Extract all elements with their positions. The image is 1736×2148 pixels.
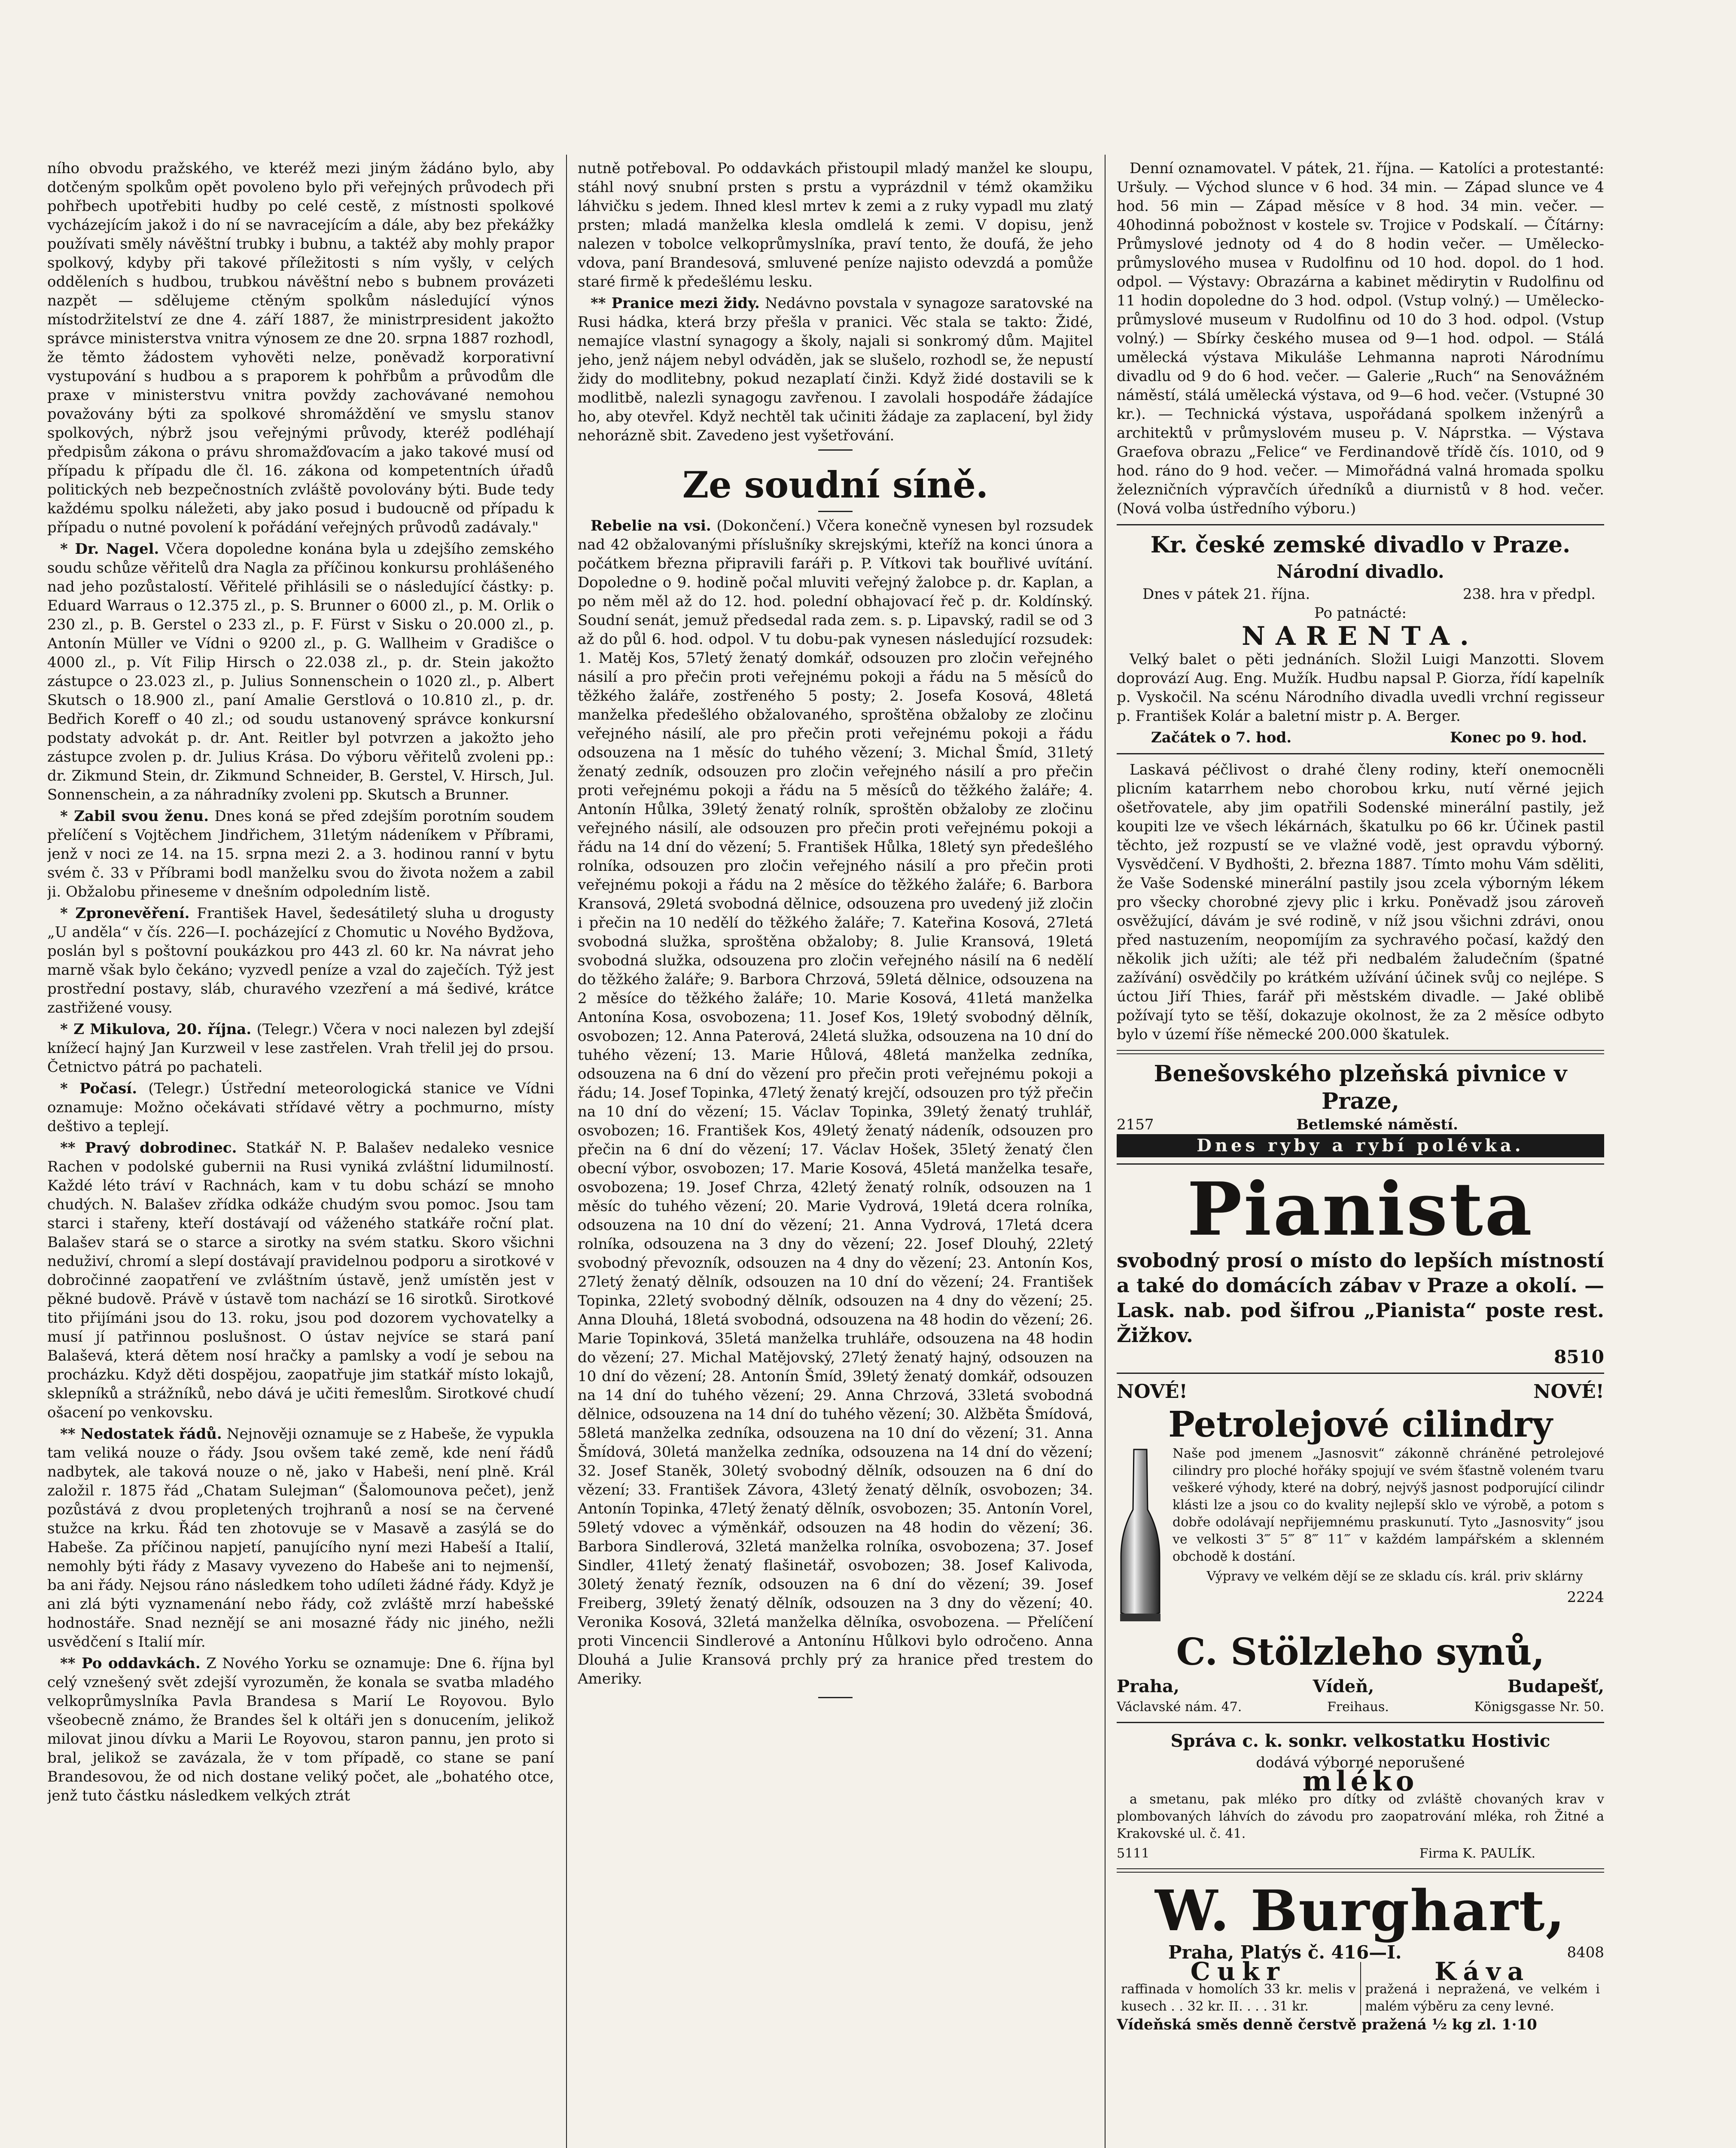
column-rule xyxy=(566,155,567,2148)
milk-label: mléko xyxy=(1302,1765,1419,1797)
column-2 xyxy=(578,159,1093,2148)
pivnice-ad xyxy=(1117,1060,1604,1157)
article-oddavky: ** Po oddavkách. Z Nového Yorku se oznamuje: Dne 6. října byl celý vznešený svět zdejší vyrozuměn, že konala se svatba mladého velkoprůmyslníka Pavla Brandesa s Marií Le Royovou. Bylo všeobecně známo, že Brandes šel k oltáři jen s donucením, jelikož milovat jinou dívku a Marii Le Royovou, staron pannu, jen proto si bral, jelikož se zavázala, že v tom případě, co stane se paní Brandesovou, že od nich dostane veliký počet, ale „bohatého otce, jenž tuto částku následkem velkých ztrát xyxy=(47,1655,554,1804)
divider xyxy=(1117,1373,1604,1374)
article-zabil: * Zabil svou ženu. Dnes koná se před zdejším porotním soudem přelíčení s Vojtěchem Jindřichem, 31letým nádeníkem v Příbrami, jenž v noci ze 14. na 15. srpna mezi 2. a 3. hodinou ranní v bytu svém č. 33 v Příbrami bodl manželku svou do života nožem a zabil ji. Obžalobu přineseme v dnešním odpoledním listě. xyxy=(47,808,554,900)
city-budapest: Budapešť, xyxy=(1507,1676,1604,1696)
pianista-ad xyxy=(1117,1166,1604,1367)
hostivic-number: 5111 xyxy=(1117,1846,1150,1861)
divider xyxy=(1117,524,1604,525)
lamp-cylinder-illustration xyxy=(1117,1445,1164,1626)
hostivic-firm: Firma K. PAULÍK. xyxy=(1419,1846,1535,1861)
petrol-text: Naše pod jmenem „Jasnosvit“ zákonně chráněné petrolejové cilindry pro ploché hořáky spojují ve svém šťastně voleném tvaru veškeré výhody, které na dobrý, nejvýš jasnost podporující cilindr klásti lze a jsou co do kvality nejlepší sklo ve výrobě, a potom s dobře odolávají nepřijemnému praskunutí. Tyto „Jasnosvity“ jsou ve velkosti 3‴ 5‴ 8‴ 11‴ v každém lampářském a sklenném obchodě k dostání. xyxy=(1173,1446,1604,1564)
article-title: ** Pranice mezi židy. xyxy=(591,295,760,312)
petrol-title: Petrolejové cilindry xyxy=(1168,1404,1553,1445)
petrol-cylinder-ad xyxy=(1117,1380,1604,1716)
column-3 xyxy=(1117,159,1604,2148)
hostivic-milk-ad xyxy=(1117,1729,1604,1862)
article-title: Rebelie na vsi. xyxy=(591,517,711,534)
theatre-title: Kr. české zemské divadlo v Praze. xyxy=(1150,532,1571,558)
new-label: NOVÉ! xyxy=(1533,1381,1604,1403)
article-title: ** Nedostatek řádů. xyxy=(60,1425,222,1443)
article-title: * Zabil svou ženu. xyxy=(60,808,209,825)
article-nagel: * Dr. Nagel. Včera dopoledne konána byla u zdejšího zemského soudu schůze věřitelů dra Nagla za příčinou konkursu prohlášeného nad jeho pozůstalostí. Věřitelé přihlásili se o následující částky: p. Eduard Warraus o 12.375 zl., p. S. Brunner o 6000 zl., p. M. Orlik o 230 zl., p. B. Gerstel o 233 zl., p. F. Fürst v Sisku o 20.000 zl., p. Antonín Müller ve Vídni o 9200 zl., p. G. Wallheim v Gradišce o 4000 zl., p. Vít Filip Hirsch o 22.038 zl., p. dr. Stein jakožto zástupce o 23.023 zl., p. Julius Sonnenschein o 1020 zl., p. Albert Skutsch o 18.900 zl., paní Amalie Gerstlová o 10.810 zl., p. dr. Bedřich Koreff o 40 zl.; od soudu ustanovený správce konkursní podstaty advokát p. dr. Ant. Reitler byl potvrzen a jakožto jeho zástupce zvolen p. dr. Julius Krása. Do výboru věřitelů zvoleni pp.: dr. Zikmund Stein, dr. Zikmund Schneider, B. Gerstel, V. Hirsch, Jul. Sonnenschein, a za náhradníky zvoleni pp. Skutsch a Brunner. xyxy=(47,540,554,803)
theatre-ad xyxy=(1117,531,1604,747)
divider xyxy=(1117,1722,1604,1723)
petrol-text-2: Výpravy ve velkém dějí se ze skladu cís. král. priv sklárny xyxy=(1206,1569,1583,1584)
pivnice-title: Benešovského plzeňská pivnice v Praze, xyxy=(1154,1061,1567,1114)
burghart-address: Praha, Platýs č. 416—I. xyxy=(1168,1942,1402,1963)
daily-announcer: Denní oznamovatel. V pátek, 21. října. — Katolíci a protestanté: Uršuly. — Východ slunce v 6 hod. 34 min. — Západ slunce ve 4 hod. 56 min — Západ měsíce v 8 hod. 34 min. večer. — 40hodinná pobožnost v kostele sv. Trojice v Podskalí. — Čítárny: Průmyslové jednoty od 4 do 8 hodin večer. — Umělecko-průmyslového musea v Rudolfinu od 10 hod. dopol. do 1 hod. odpol. — Výstavy: Obrazárna a kabinet mědirytin v Rudolfinu od 11 hodin dopoledne do 3 hod. odpol. (Vstup volný.) — Umělecko-průmyslové museum v Rudolfinu od 10 do 3 hod. odpol. (Vstup volný.) — Sbírky českého musea od 9—1 hod. odpol. — Stálá umělecká výstava Mikuláše Lehmanna naproti Národnímu divadlu od 9 do 6 hod. večer. — Galerie „Ruch“ na Senovážném náměstí, stálá umělecká výstava, od 9—6 hod. večer. (Vstupné 30 kr.). — Technická výstava, uspořádaná spolkem inženýrů a architektů v průmyslovém museu p. V. Náprstka. — Výstava Graefova obrazu „Felice“ ve Ferdinandově třídě čís. 1010, od 9 hod. ráno do 9 hod. večer. — Mimořádná valná hromada spolku železničních výpravčích úředníků a diurnistů v 8 hod. večer. (Nová volba ústředního výboru.) xyxy=(1117,160,1604,517)
city-vienna: Vídeň, xyxy=(1313,1676,1374,1696)
address-budapest: Königsgasse Nr. 50. xyxy=(1474,1699,1604,1715)
hostivic-subtitle: dodává výborné neporušené xyxy=(1256,1754,1465,1771)
sugar-label: Cukr xyxy=(1190,1957,1286,1986)
coffee-label: Káva xyxy=(1434,1957,1531,1986)
divider xyxy=(818,511,853,512)
hostivic-text: a smetanu, pak mléko pro dítky od zvláště chovaných krav v plombovaných láhvích do závodu pro zaopatrování mléka, roh Žitné a Krakovské ul. č. 41. xyxy=(1117,1792,1604,1841)
vienna-blend: Vídeňská směs denně čerstvě pražená ½ kg zl. 1·10 xyxy=(1117,2016,1537,2033)
article-pocasi: * Počasí. (Telegr.) Ústřední meteorologická stanice ve Vídni oznamuje: Možno očekávati střídavé větry a pochmurno, místy deštivo a teplejí. xyxy=(47,1080,554,1135)
pivnice-address: Betlemské náměstí. xyxy=(1296,1116,1458,1133)
column-rule xyxy=(1105,155,1106,2148)
sugar-prices: raffinada v homolích 33 kr. melis v kusech . . 32 kr. II. . . . 31 kr. xyxy=(1121,1982,1356,2014)
theatre-end: Konec po 9. hod. xyxy=(1450,729,1587,746)
article-continuation: nutně potřeboval. Po oddavkách přistoupil mladý manžel ke sloupu, stáhl nový snubní prsten s prstu a vyprázdnil v témž okamžiku láhvičku s jedem. Ihned klesl mrtev k zemi a z ruky vypadl mu zlatý prsten; mladá manželka klesla omdlelá k zemi. V dopisu, jenž nalezen v tobolce velkoprůmyslníka, praví tento, že doufá, že jeho vdova, paní Brandesová, smluvené peníze najisto odevzdá a pomůže staré firmě k předešlému lesku. xyxy=(578,160,1093,290)
hostivic-title: Správa c. k. sonkr. velkostatku Hostivic xyxy=(1170,1731,1550,1751)
article-zidy: ** Pranice mezi židy. Nedávno povstala v synagoze saratovské na Rusi hádka, která brzy přešla v pranici. Věc stala se takto: Židé, nemajíce vlastní synagogy a školy, najali si sonkromý dům. Majitel jeho, jenž nájem nebyl odváděn, jak se slušelo, rozhodl se, že nepustí židy do modlitebny, pokud nezaplatí činži. Když židé dostavili se k modlitbě, nalezli synagogu zavřenou. I zavolali hospodáře žádajíce ho, aby otevřel. Když nechtěl tak učiniti žádaje za zaplacení, byl židy nehorázně sbit. Zavedeno jest vyšetřování. xyxy=(578,295,1093,444)
article-nedostatek: ** Nedostatek řádů. Nejnověji oznamuje se z Habeše, že vypukla tam veliká nouze o řády. Jsou ovšem také země, kde není řádů nadbytek, ale taková nouze o ně, jako v Habeši, není plně. Král založil r. 1875 řád „Chatam Sulejman“ (Šalomounova pečet), jenž pozůstává z dvou propletených trojhranů a nosí se na červené stužce na krku. Řád ten zhotovuje se v Masavě a zasýlá se do Habeše. Za příčinou napjetí, panujícího nyní mezi Habeší a Italií, nemohly býti řády z Masavy vyvezeno do Habeše ani to nejmenší, ba ani řády. Nejsou ráno následkem toho udíleti žádné řády. Když je ani zlá býti vyznamenání nebo řády, což zvláště mrzí habešské hodnostáře. Snad neznějí se ani mosazné řády nic jiného, nežli usvědčení s Italií mír. xyxy=(47,1425,554,1651)
soden-pastilles-ad: Laskavá péčlivost o drahé členy rodiny, kteří onemocněli plicním katarrhem nebo chorobou krku, nutí věrné jejich ošetřovatele, aby jim opatřili Sodenské minerální pastily, jež koupiti lze ve všech lékárnách, škatulku po 66 kr. Účinek pastil těchto, jež rozpustí se ve vlažné vodě, jest opravdu výborný. Vysvědčení. V Bydhošti, 2. března 1887. Tímto mohu Vám sděliti, že Vaše Sodenské minerální pastily jsou zcela výborným lékem pro všecky chorobné zjevy plic i krku. Poněvadž jsou zároveň osvěžující, dávám je své rodině, v níž jsou všichni zdrávi, onou před nastuzením, neopomíjím za sychravého počasí, každý den několik jich užíti; ale též při nedbalém žaludečním (špatné zažívání) osvědčily po krátkém užívání účinek svůj co nejlépe. S úctou Jiří Thies, farář při městském divadle. — Jaké oblibě požívají tyto se těší, dokazuje okolnost, že za 2 měsíce odbyto bylo v území říše německé 200.000 škatulek. xyxy=(1117,761,1604,1043)
theatre-date: Dnes v pátek 21. října. xyxy=(1142,586,1310,603)
theatre-play-title: NARENTA. xyxy=(1242,621,1479,651)
city-prague: Praha, xyxy=(1117,1676,1179,1696)
divider xyxy=(1117,753,1604,754)
article-title: * Dr. Nagel. xyxy=(60,540,159,558)
article-continuation: ního obvodu pražského, ve kteréž mezi jiným žádáno bylo, aby dotčeným spolkům opět povoleno bylo při veřejných průvodech při pohřbech upotřebiti hudby po celé cestě, z místnosti spolkové vycházejícím jakož i do ní se navracejícím a dále, aby bez překážky používati směly návěštní trubky i bubnu, a taktéž aby mohly prapor spolkový, kdyby při takové příležitosti s ním vyšly, v celých odděleních s hudbou, trubkou návěštní nebo s bubnem provázeti nazpět — sdělujeme ctěným spolkům následující výnos místodržitelství ze dne 4. září 1887, že ministrpresident jakožto správce ministerstva vnitra výnosem ze dne 20. srpna 1887 rozhodl, že těmto žádostem vyhověti nelze, poněvadž korporativní vystupování s hudbou a s praporem k pohřbům a průvodům dle praxe v ministerstvu vnitra povždy zachovávané nemohou považovány býti za spolkové shromáždění ve smyslu stanov spolkových, nýbrž jsou veřejnými průvody, kteréž podléhají předpisům zákona o právu shromažďovacím a jako takové musí od případu k případu dle čl. 16. zákona od kompetentních úřadů politických neb bezpečnostních zvláště povolovány býti. Bude tedy každému spolku náležeti, aby jako posud i budoucně od případu k případu o nutné povolení k pořádání veřejných průvodů zadávaly." xyxy=(47,160,554,536)
divider xyxy=(1117,1050,1604,1054)
theatre-subtitle: Národní divadlo. xyxy=(1276,561,1444,582)
article-title: * Zpronevěření. xyxy=(60,905,190,922)
theatre-performance-no: 238. hra v předpl. xyxy=(1462,586,1596,603)
article-title: ** Po oddavkách. xyxy=(60,1655,201,1672)
theatre-description: Velký balet o pěti jednáních. Složil Luigi Manzotti. Slovem doprovází Aug. Eng. Mužík. Hudbu napsal P. Giorza, řídí kapelník p. Vyskočil. Na scénu Národního divadla uvedli vrchní regisseur p. František Kolár a baletní mistr p. A. Berger. xyxy=(1117,651,1604,725)
pivnice-number: 2157 xyxy=(1117,1116,1154,1133)
burghart-ad xyxy=(1117,1879,1604,2034)
section-heading: Ze soudní síně. xyxy=(682,464,989,506)
article-dobrodinec: ** Pravý dobrodinec. Statkář N. P. Balašev nedaleko vesnice Rachen v podolské gubernii na Rusi vyniká zvláštní lidumilností. Každé léto tráví v Rachnách, kam v tu dobu schází se mnoho chudých. N. Balašev zřídka odkáže chudým svou pomoc. Jsou tam starci i stařeny, kteří dostávají od váženého statkáře roční plat. Balašev stará se o starce a sirotky na svém statku. Skoro všichni neduživí, chromí a slepí dostávají pravidelnou podporu a sirotkové v dobročinné zaopatření ve zvláštním ústavě, jenž umístěn jest v pěkné budově. Právě v ústavě tom nachází se 16 sirotků. Sirotkové tito přijímáni jsou do 13. roku, jsou pod dozorem vychovatelky a musí jí patřinnou poslušnost. O ústav nejvíce se stará paní Balaševá, která dětem nosí hračky a pamlsky a vodí je sebou na procházku. Když děti dospějou, zaopatřuje jim statkář místo lokajů, sklepníků a strážníků, nebo dává je učiti řemeslům. Sirotkové chudí ošacení po venkovsku. xyxy=(47,1139,554,1421)
pivnice-fish-banner: Dnes ryby a rybí polévka. xyxy=(1117,1134,1604,1157)
article-title: * Počasí. xyxy=(60,1080,137,1097)
address-prague: Václavské nám. 47. xyxy=(1117,1699,1242,1715)
stolzle-title: C. Stölzleho synů, xyxy=(1176,1630,1545,1674)
theatre-count: Po patnácté: xyxy=(1314,604,1407,622)
article-title: * Z Mikulova, 20. října. xyxy=(60,1021,252,1038)
burghart-title: W. Burghart, xyxy=(1155,1878,1566,1944)
pianista-title: Pianista xyxy=(1187,1166,1534,1252)
article-zpronevereni: * Zpronevěření. František Havel, šedesátiletý sluha u drogusty „U anděla“ v čís. 226—I. pocházející z Chomutic u Nového Bydžova, poslán byl s poštovní poukázkou pro 443 zl. 60 kr. Na návrat jeho marně však bylo čekáno; vyzvedl peníze a vzal do zaječích. Týž jest prostřední postavy, sláb, churavého vzezření a má šedivé, krátce zastřižené vousy. xyxy=(47,905,554,1016)
pianista-number: 8510 xyxy=(1554,1346,1604,1367)
column-1 xyxy=(47,159,554,2148)
article-mikulov: * Z Mikulova, 20. října. (Telegr.) Včera v noci nalezen byl zdejší knížecí hajný Jan Kurzweil v lese zastřelen. Vrah třelil jej do prsou. Četnictvo pátrá po pachateli. xyxy=(47,1021,554,1076)
divider xyxy=(818,449,853,451)
pianista-text: svobodný prosí o místo do lepších místností a také do domácích zábav v Praze a okolí. — Lask. nab. pod šifrou „Pianista“ poste rest. Žižkov. xyxy=(1117,1249,1604,1347)
article-title: ** Pravý dobrodinec. xyxy=(60,1139,237,1156)
divider xyxy=(818,1697,853,1698)
address-vienna: Freihaus. xyxy=(1327,1699,1389,1715)
theatre-start: Začátek o 7. hod. xyxy=(1151,729,1292,746)
divider xyxy=(1117,1163,1604,1165)
article-rebelie: Rebelie na vsi. (Dokončení.) Včera konečně vynesen byl rozsudek nad 42 obžalovanými příslušníky skrejskými, kteříž na konci února a počátkem března připravili faráři p. P. Vítkovi tak bouřlivé uvítání. Dopoledne o 9. hodině počal mluviti veřejný žalobce p. dr. Kaplan, a po něm měl až do 12. hod. polední obhajovací řeč p. dr. Koldínský. Soudní senát, jemuž předsedal rada zem. s. p. Lipavský, radil se od 3 až do půl 6. hod. odpol. V tu dobu-pak vynesen následující rozsudek: 1. Matěj Kos, 57letý ženatý domkář, odsouzen pro zločin veřejného násilí a pro přečin proti veřejnému pokoji a řádu na 5 měsíců do těžkého žaláře, zostřeného 5 posty; 2. Josefa Kosová, 48letá manželka předešlého obžalovaného, sproštěna obžaloby ze zločinu veřejného násilí, ale pro přečin proti veřejnému pokoji a řádu odsouzena na 1 měsíc do tuhého vězení; 3. Michal Šmíd, 31letý ženatý zedník, odsouzen pro zločin veřejného násilí a pro přečin proti veřejnému pokoji a řádu na 5 měsíců do těžkého žaláře; 4. Antonín Hůlka, 39letý ženatý rolník, sproštěn obžaloby ze zločinu veřejného násilí, ale odsouzen pro přečin proti veřejnému pokoji a řádu na 14 dní do vězení; 5. František Hůlka, 18letý syn předešlého rolníka, odsouzen pro zločin veřejného násilí a pro přečin proti veřejnému pokoji a řádu na 2 měsíce do těžkého žaláře; 6. Barbora Kransová, 29letá svobodná dělnice, odsouzena pro uvedený již zločin i přečin na 10 nedělí do těžkého žaláře; 7. Kateřina Kosová, 27letá svobodná služka, sproštěna obžaloby; 8. Julie Kransová, 19letá svobodná služka, odsouzena pro zločin veřejného násilí na 6 nedělí do těžkého žaláře; 9. Barbora Chrzová, 59letá dělnice, odsouzena na 2 měsíce do těžkého žaláře; 10. Marie Kosová, 41letá manželka Antonína Kosa, osvobozena; 11. Josef Kos, 19letý svobodný dělník, osvobozen; 12. Anna Paterová, 24letá služka, odsouzena na 10 dní do tuhého vězení; 13. Marie Hůlová, 48letá manželka zedníka, odsouzena na 6 dní do vězení pro přečin proti veřejnému pokoji a řádu; 14. Josef Topinka, 47letý ženatý krejčí, odsouzen pro týž přečin na 10 dní do vězení; 15. Václav Topinka, 39letý ženatý truhlář, osvobozen; 16. František Kos, 49letý ženatý nádeník, odsouzen pro přečin na 6 dní do vězení; 17. Václav Hošek, 35letý ženatý člen obecní výbor, osvobozen; 17. Marie Kosová, 45letá manželka tesaře, osvobozena; 19. Josef Chrza, 42letý ženatý rolník, odsouzen na 1 měsíc do tuhého vězení; 20. Marie Vydrová, 19letá dcera rolníka, odsouzena na 10 dní do vězení; 21. Anna Vydrová, 17letá dcera rolníka, odsouzena na 3 dny do vězení; 22. Josef Dlouhý, 22letý svobodný převozník, odsouzen na 4 dny do vězení; 23. Antonín Kos, 27letý ženatý dělník, odsouzen na 10 dní do vězení; 24. František Topinka, 22letý svobodný dělník, odsouzen na 4 dny do vězení; 25. Anna Dlouhá, 18letá svobodná, odsouzena na 48 hodin do vězení; 26. Marie Topinková, 35letá manželka truhláře, odsouzena na 48 hodin do vězení; 27. Michal Matějovský, 27letý ženatý hajný, odsouzen na 10 dní do vězení; 28. Antonín Šmíd, 39letý ženatý domkář, odsouzen na 14 dní do tuhého vězení; 29. Anna Chrzová, 33letá svobodná dělnice, odsouzena na 14 dní do tuhého vězení; 30. Alžběta Šmídová, 58letá manželka zedníka, odsouzena na 10 dní do vězení; 31. Anna Šmídová, 30letá manželka zedníka, odsouzena na 14 dní do vězení; 32. Josef Staněk, 30letý svobodný dělník, odsouzen na 6 dní do vězení; 33. František Závora, 43letý ženatý dělník, osvobozen; 34. Antonín Topinka, 47letý ženatý dělník, osvobozen; 35. Antonín Vorel, 59letý vdovec a výměnkář, odsouzen na 48 hodin do vězení; 36. Barbora Sindlerová, 32letá manželka rolníka, osvobozena; 37. Josef Sindler, 41letý ženatý flašinetář, osvobozen; 38. Josef Kalivoda, 30letý ženatý řezník, odsouzen na 6 dní do vězení; 39. Josef Freiberg, 39letý ženatý dělník, odsouzen na 3 dny do vězení; 40. Veronika Kosová, 32letá manželka dělníka, osvobozena. — Přelíčení proti Vincencii Sindlerové a Antonínu Hůlkovi bylo odročeno. Anna Dlouhá a Julie Kransová prchly prý za hranice před trestem do Ameriky. xyxy=(578,517,1093,1687)
petrol-number: 2224 xyxy=(1567,1589,1604,1606)
divider xyxy=(1117,1868,1604,1873)
new-label: NOVÉ! xyxy=(1117,1381,1188,1403)
coffee-text: pražená i nepražená, ve velkém i malém výběru za ceny levné. xyxy=(1365,1982,1600,2014)
burghart-number: 8408 xyxy=(1567,1944,1604,1961)
